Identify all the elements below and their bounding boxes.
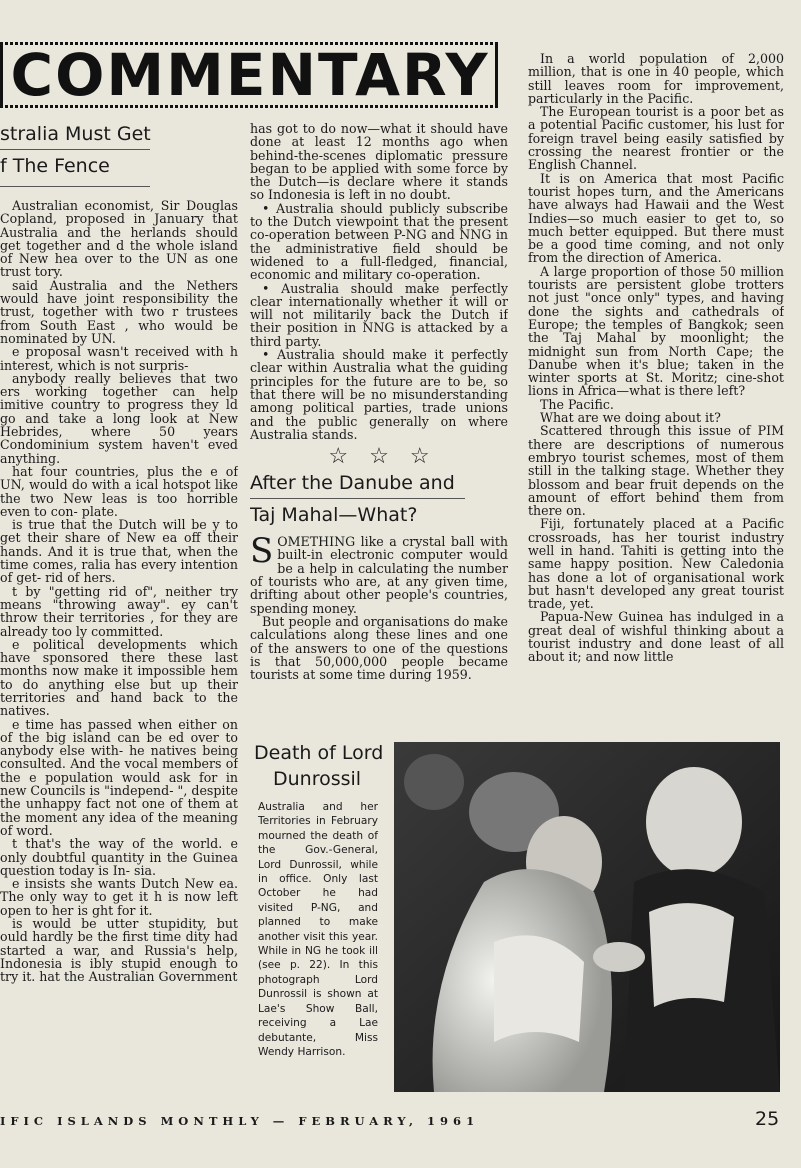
headline-divider-2 xyxy=(0,186,150,187)
col2-para: • Australia should make it perfectly clear within Australia what the guiding principles for the future are to be, so that there will be no misunderstanding among political parties, trade unions and the public generally on where Australia stands. xyxy=(250,347,508,442)
col3-para: Fiji, fortunately placed at a Pacific crossroads, has her tourist industry well in hand. Tahiti is getting into the same happy position. New Caledonia has done a lot of organisational work but hasn't developed any great tourist trade, yet. xyxy=(528,516,784,612)
col3-para: It is on America that most Pacific tourist hopes turn, and the Americans have always had Hawaii and the West Indies—so much easier to get to, so much better equipped. But there must be a good time coming, and not only from the direction of America. xyxy=(528,170,784,266)
col3-para: The Pacific. xyxy=(540,396,614,412)
col1-para: said Australia and the Nethers would have joint responsibility the trust, together with two r trustees from South East , who would be nominated by UN. xyxy=(0,277,238,346)
col1-para: is would be utter stupidity, but ould hardly be the first time dity had started a war, and Russia's help, Indonesia is ibly stupid enough to try it. hat the Australian Government xyxy=(0,916,238,985)
photograph-image xyxy=(394,742,780,1092)
col2-article-para: But people and organisations do make calculations along these lines and one of the answers to one of the questions is that 50,000,000 people became tourists at some time during 1959. xyxy=(250,613,508,683)
col1-para: t that's the way of the world. e only doubtful quantity in the Guinea question today is In- sia. xyxy=(0,836,238,878)
headline-divider xyxy=(0,149,150,150)
col3-para: In a world population of 2,000 million, that is one in 40 people, which still leaves room for improvement, particularly in the Pacific. xyxy=(528,52,784,106)
article-column-2 xyxy=(250,122,508,732)
col2-article-para: OMETHING like a crystal ball with built-in electronic computer would be a help in calculating the number of tourists who are, at any given time, drifting about other people's countries, spending money. xyxy=(250,534,508,616)
footer-text: IFIC ISLANDS MONTHLY — FEBRUARY, 1961 xyxy=(0,1114,480,1128)
article-column-1 xyxy=(0,118,238,1118)
col1-para: e insists she wants Dutch New ea. The only way to get it h is now left open to her is ght for it. xyxy=(0,876,238,918)
death-headline-1: Death of Lord xyxy=(254,742,384,764)
col1-para: e political developments which have sponsored there these last months now make it impossible hem to do anything else but up their territories and hand back to the natives. xyxy=(0,636,238,719)
col3-para: The European tourist is a poor bet as a potential Pacific customer, his lust for foreign travel being easily satisfied by crossing the nearest frontier or the English Channel. xyxy=(528,104,784,173)
caption-text: Australia and her Territories in February mourned the death of the Gov.-General, Lord Dunrossil, while in office. Only last October he had visited P-NG, and planned to make another visit this year. While in NG he took ill (see p. 22). In this photograph Lord Dunrossil is shown at Lae's Show Ball, receiving a Lae debutante, Miss Wendy Harrison. xyxy=(258,801,378,1058)
col1-para: e proposal wasn't received with h interest, which is not surpris- xyxy=(0,344,238,373)
death-headline-2: Dunrossil xyxy=(273,768,362,790)
dunrossil-photograph xyxy=(394,742,780,1092)
headline-part-1: stralia Must Get xyxy=(0,123,151,145)
col2-para: • Australia should make perfectly clear internationally whether it will or will not militarily back the Dutch if their position in NNG is attacked by a third party. xyxy=(250,280,508,349)
col2-para: • Australia should publicly subscribe to the Dutch viewpoint that the present co-operation between P-NG and NNG in the administrative field should be widened to a full-fledged, financial, economic and military co-operation. xyxy=(250,200,508,283)
star-separator: ☆ ☆ ☆ xyxy=(328,444,430,470)
banner-title: COMMENTARY xyxy=(5,45,496,105)
col1-para: e time has passed when either on of the big island can be ed over to anybody else with- he natives being consulted. And the vocal members of the e population would ask for in new Councils is "independ- ", despite the unhappy fact not one of them at the moment any idea of the meaning of word. xyxy=(0,716,238,838)
col3-para: A large proportion of those 50 million tourists are persistent globe trotters not just "once only" types, and having done the sights and cathedrals of Europe; the temples of Bangkok; seen the Taj Mahal by moonlight; the midnight sun from North Cape; the Danube when it's blue; taken in the winter sports at St. Moritz; cine-shot lions in Africa—what is there left? xyxy=(528,263,784,399)
article-column-3 xyxy=(528,52,784,737)
headline-divider xyxy=(250,498,465,499)
col1-para: Australian economist, Sir Douglas Copland, proposed in January that Australia and the herlands should get together and d the whole island of New hea over to the UN as one trust tory. xyxy=(0,198,238,280)
headline-part-1: After the Danube and xyxy=(250,472,455,495)
drop-cap: S xyxy=(250,531,274,572)
headline-part-2: Taj Mahal—What? xyxy=(250,504,418,527)
col2-para: has got to do now—what it should have done at least 12 months ago when behind-the-scenes diplomatic pressure began to be applied with some force by the Dutch—is declare where it stands so Indonesia is left in no doubt. xyxy=(250,122,508,203)
col3-para: What are we doing about it? xyxy=(540,410,721,426)
col1-para: anybody really believes that two ers working together can help imitive country to progress they ld go and take a long look at New Hebrides, where 50 years Condominium system haven't eved anything. xyxy=(0,370,238,466)
page-number: 25 xyxy=(755,1108,780,1130)
commentary-banner xyxy=(0,42,500,108)
col3-para: Papua-New Guinea has indulged in a great deal of wishful thinking about a tourist industry and done least of all about it; and now little xyxy=(528,609,784,665)
headline-part-2: f The Fence xyxy=(0,155,110,177)
col1-para: is true that the Dutch will be y to get their share of New ea off their hands. And it is true that, when the time comes, ralia has every intention of get- rid of hers. xyxy=(0,517,238,586)
col3-para: Scattered through this issue of PIM there are descriptions of numerous embryo tourist schemes, most of them still in the talking stage. Whether they blossom and bear fruit depends on the amount of effort behind them from there on. xyxy=(528,423,784,519)
col2-article-lead xyxy=(250,531,508,616)
col1-para: hat four countries, plus the e of UN, would do with a ical hotspot like the two New leas is too horrible even to con- plate. xyxy=(0,463,238,519)
photo-caption xyxy=(258,800,378,1059)
col1-para: t by "getting rid of", neither try means "throwing away". ey can't throw their territories , for they are already too ly committed. xyxy=(0,583,238,639)
